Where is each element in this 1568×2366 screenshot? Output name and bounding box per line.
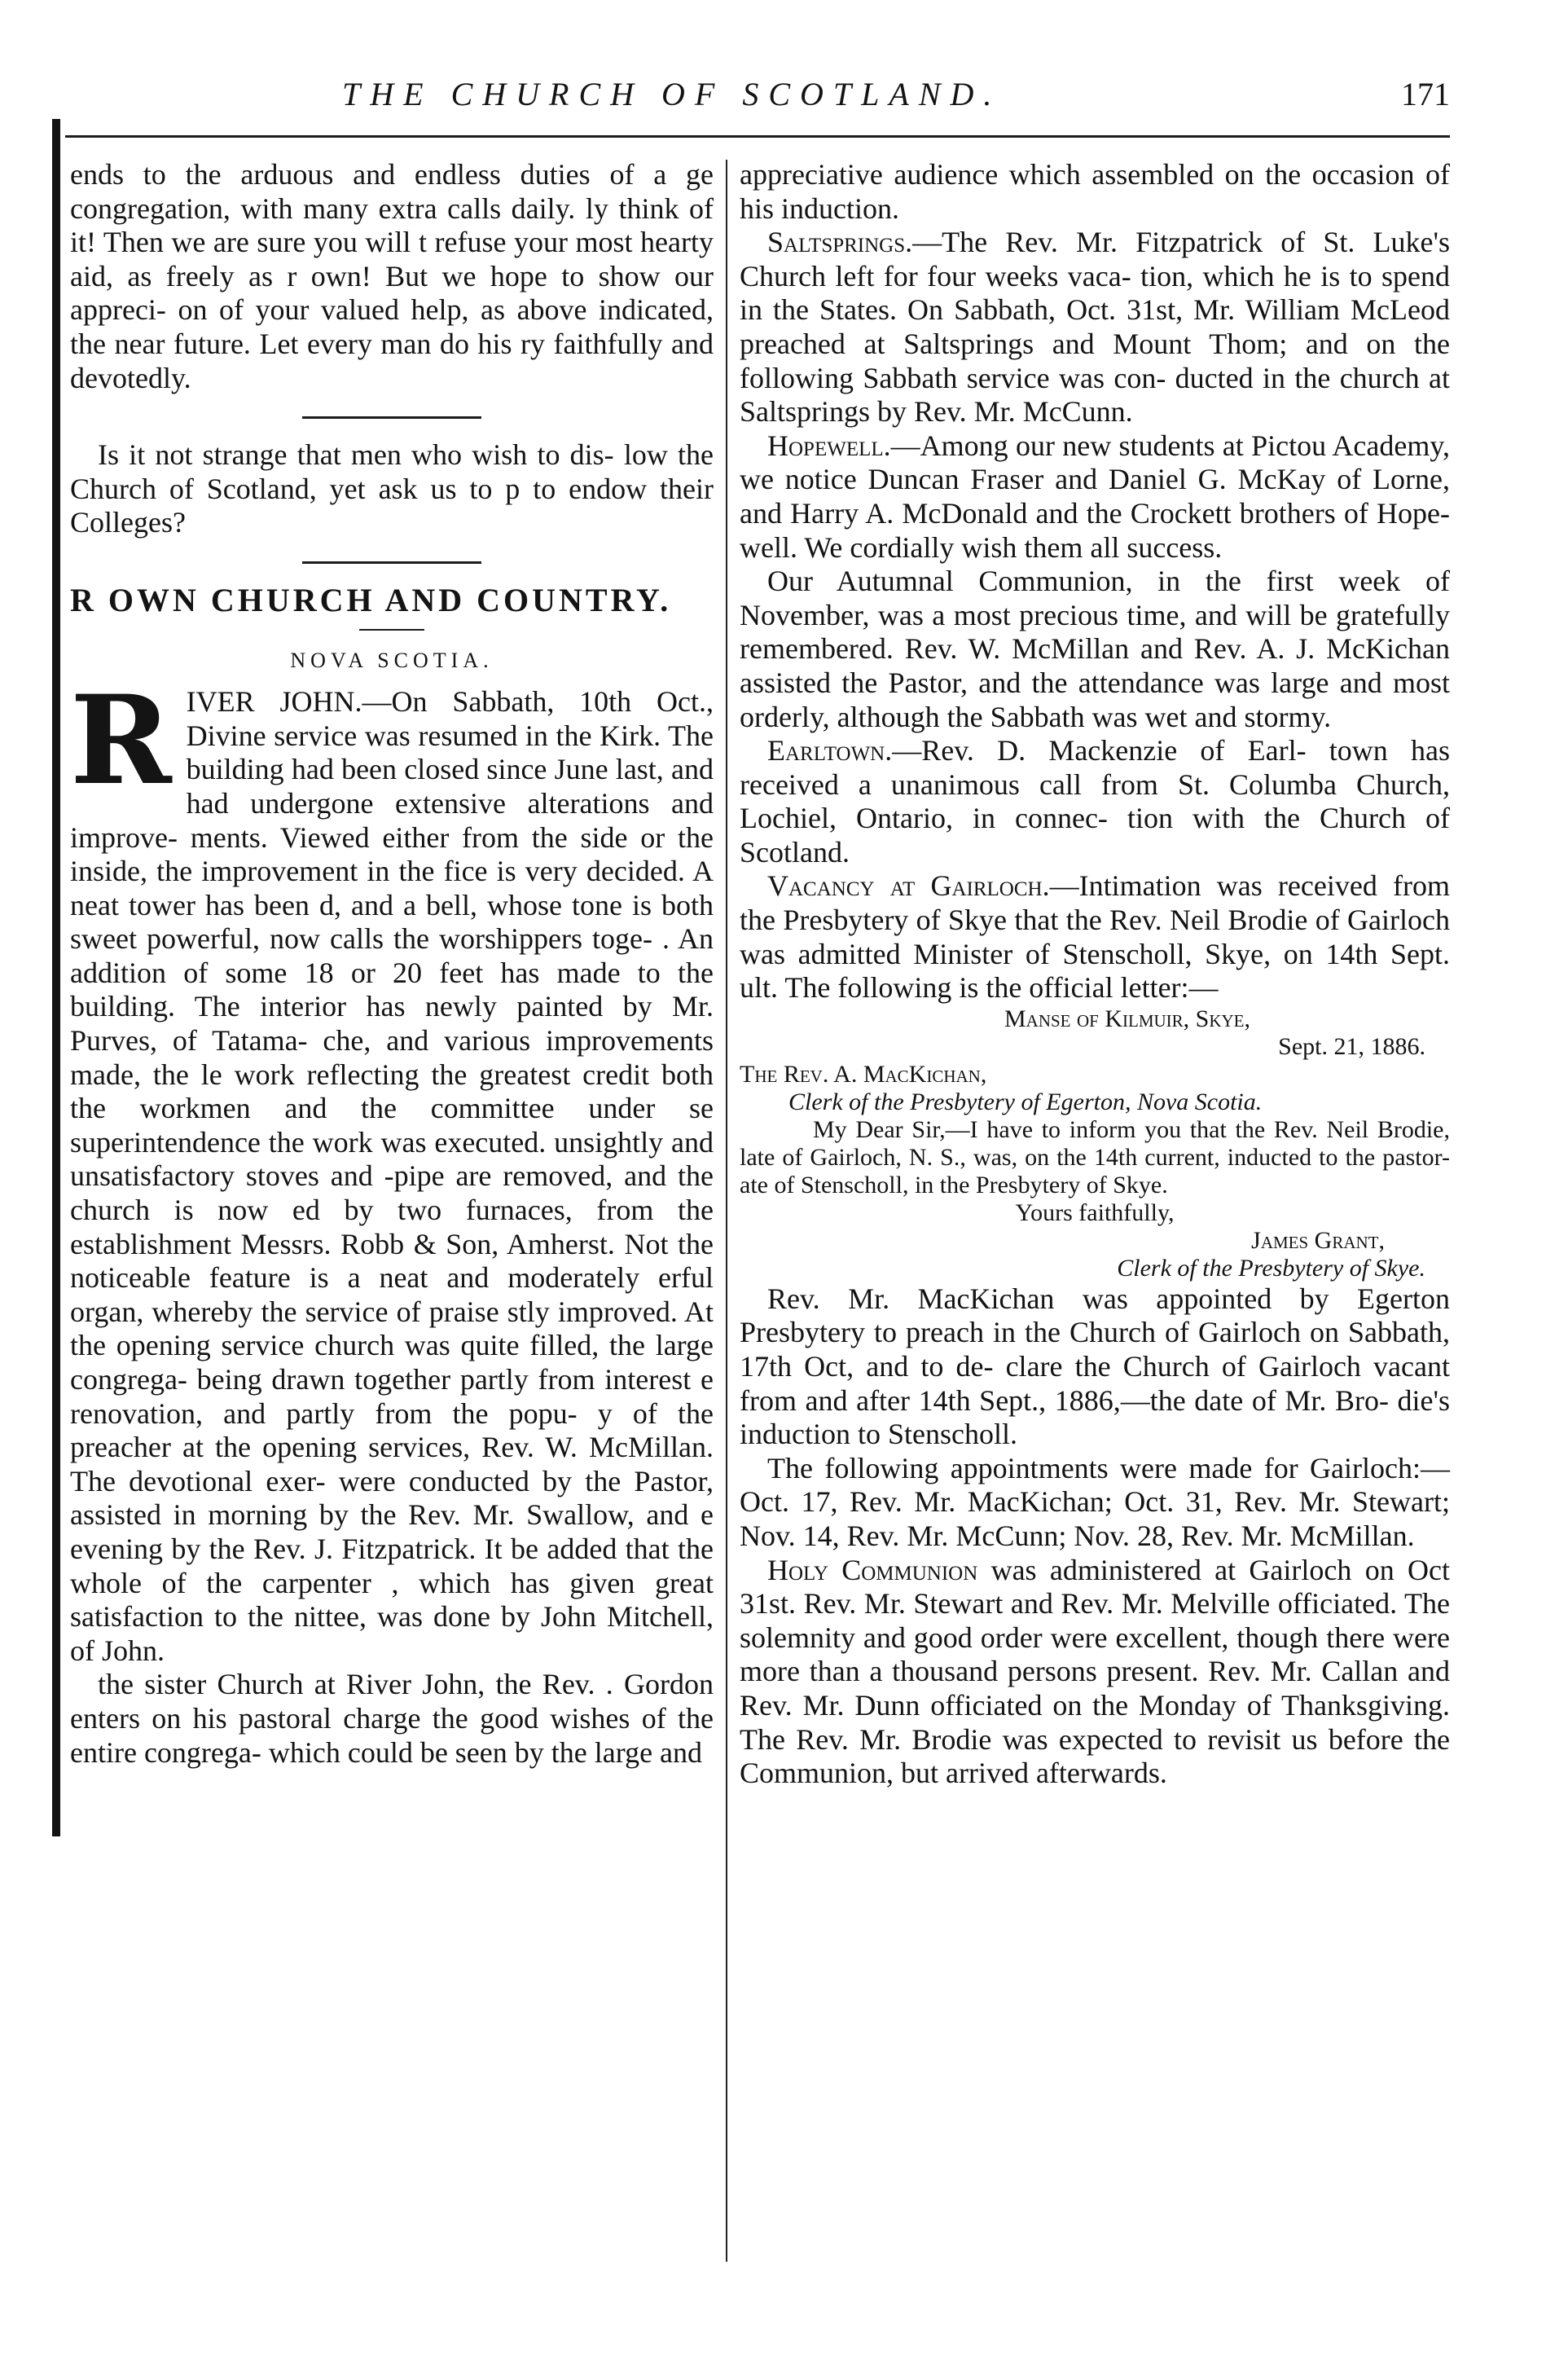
left-paragraph-1: ends to the arduous and endless duties of a ge congregation, with many extra calls daily. ly think of it! Then we are sure you will t refuse your most hearty aid, as freely as r own! But we hope to show our appreci- on of your valued help, as above indicated, the near future. Let every man do his ry faithfully and devotedly. — [70, 158, 714, 394]
lead-saltsprings: Saltsprings. — [767, 226, 913, 259]
page-header — [49, 75, 1450, 124]
lead-hopewell: Hopewell. — [767, 429, 891, 462]
right-paragraph-7: Rev. Mr. MacKichan was appointed by Egerton Presbytery to preach in the Church of Gairloch on Sabbath, 17th Oct, and to de- clare the Church of Gairloch vacant from and after 14th Sept., 1886,—the date of Mr. Bro- die's induction to Stenscholl. — [740, 1282, 1450, 1451]
running-title: THE CHURCH OF SCOTLAND. — [342, 76, 1002, 112]
letter-closing: Yours faithfully, — [1015, 1198, 1175, 1226]
drop-cap: R — [70, 669, 172, 813]
column-divider — [726, 160, 727, 2262]
section-heading: R OWN CHURCH AND COUNTRY. — [70, 581, 672, 618]
right-paragraph-3 — [740, 429, 1450, 565]
right-paragraph-9-text: was administered at Gairloch on Oct 31st. Rev. Mr. Stewart and Rev. Mr. Melville officiated. The solemnity and good order were excellent, though there were more than a thousand persons present. Rev. Mr. Callan and Rev. Mr. Dunn officiated on the Monday of Thanksgiving. The Rev. Mr. Brodie was expected to revisit us before the Communion, but arrived afterwards. — [740, 1553, 1450, 1790]
right-paragraph-5-text: —Rev. D. Mackenzie of Earl- town has received a unanimous call from St. Columba Church, Lochiel, Ontario, in connec- tion with the Church of Scotland. — [740, 734, 1450, 869]
right-paragraph-3-text: —Among our new students at Pictou Academy, we notice Duncan Fraser and Daniel G. McKay of Lorne, and Harry A. McDonald and the Crockett brothers of Hope- well. We cordially wish them all success. — [740, 429, 1450, 564]
right-paragraph-5 — [740, 734, 1450, 869]
lead-river-john: IVER JOHN. — [186, 685, 362, 719]
lead-vacancy: Vacancy at Gairloch. — [767, 869, 1050, 903]
lead-holy-communion: Holy Communion — [767, 1553, 978, 1586]
left-paragraph-4: the sister Church at River John, the Rev. . Gordon enters on his pastoral charge the good wishes of the entire congrega- which could be seen by the large and — [70, 1668, 714, 1769]
letter-addressee: The Rev. A. MacKichan, — [740, 1060, 987, 1088]
right-paragraph-4: Our Autumnal Communion, in the first week of November, was a most precious time, and will be gratefully remembered. Rev. W. McMillan and Rev. A. J. McKichan assisted the Pastor, and the attendance was large and most orderly, although the Sabbath was wet and stormy. — [740, 565, 1450, 733]
letter-body: My Dear Sir,—I have to inform you that the Rev. Neil Brodie, late of Gairloch, N. S., was, on the 14th current, inducted to the pastor- ate of Stenscholl, in the Presbytery of Skye. — [740, 1115, 1450, 1198]
right-paragraph-2 — [740, 226, 1450, 429]
left-paragraph-2: Is it not strange that men who wish to dis- low the Church of Scotland, yet ask us to p to endow their Colleges? — [70, 438, 714, 539]
official-letter — [740, 1005, 1450, 1282]
binding-edge-shadow — [52, 119, 60, 1836]
right-paragraph-9 — [740, 1554, 1450, 1791]
left-paragraph-3 — [70, 669, 714, 1668]
header-rule — [65, 135, 1450, 138]
section-rule — [359, 629, 424, 631]
right-paragraph-2-text: —The Rev. Mr. Fitzpatrick of St. Luke's Church left for four weeks vaca- tion, which he is to spend in the States. On Sabbath, Oct. 31st, Mr. William McLeod preached at Saltsprings and Mount Thom; and on the following Sabbath service was con- ducted in the church at Saltsprings by Rev. Mr. McCunn. — [740, 226, 1450, 429]
right-paragraph-8: The following appointments were made for Gairloch:—Oct. 17, Rev. Mr. MacKichan; Oct. 31, Rev. Mr. Stewart; Nov. 14, Rev. Mr. McCunn; Nov. 28, Rev. Mr. McMillan. — [740, 1451, 1450, 1552]
section-rule — [302, 416, 481, 419]
letter-signature: James Grant, — [1251, 1226, 1385, 1254]
letter-signature-title: Clerk of the Presbytery of Skye. — [1117, 1254, 1425, 1282]
right-paragraph-1: appreciative audience which assembled on the occasion of his induction. — [740, 158, 1450, 225]
right-column — [740, 158, 1450, 1791]
subheading-nova-scotia: NOVA SCOTIA. — [290, 648, 494, 672]
section-rule — [302, 561, 481, 564]
left-column — [70, 158, 714, 1770]
page-number: 171 — [1401, 76, 1450, 112]
letter-date: Sept. 21, 1886. — [1278, 1032, 1425, 1060]
right-paragraph-6 — [740, 869, 1450, 1005]
letter-addressee-title: Clerk of the Presbytery of Egerton, Nova Scotia. — [788, 1088, 1263, 1115]
left-paragraph-3-text: —On Sabbath, 10th Oct., Divine service was resumed in the Kirk. The building had been closed since June last, and had undergone extensive alterations and improve- ments. Viewed either from the side or the inside, the improvement in the fice is very decided. A neat tower has been d, and a bell, whose tone is both sweet powerful, now calls the worshippers toge- . An addition of some 18 or 20 feet has made to the building. The interior has newly painted by Mr. Purves, of Tatama- che, and various improvements made, the le work reflecting the greatest credit both the workmen and the committee under se superintendence the work was executed. unsightly and unsatisfactory stoves and -pipe are removed, and the church is now ed by two furnaces, from the establishment Messrs. Robb & Son, Amherst. Not the noticeable feature is a neat and moderately erful organ, whereby the service of praise stly improved. At the opening service church was quite filled, the large congrega- being drawn together partly from interest e renovation, and partly from the popu- y of the preacher at the opening services, Rev. W. McMillan. The devotional exer- were conducted by the Pastor, assisted in morning by the Rev. Mr. Swallow, and e evening by the Rev. J. Fitzpatrick. It be added that the whole of the carpenter , which has given great satisfaction to the nittee, was done by John Mitchell, of John. — [70, 685, 714, 1667]
right-paragraph-6-text: —Intimation was received from the Presbytery of Skye that the Rev. Neil Brodie of Gairloch was admitted Minister of Stenscholl, Skye, on 14th Sept. ult. The following is the official letter:— — [740, 869, 1450, 1005]
letter-place: Manse of Kilmuir, Skye, — [1004, 1005, 1251, 1032]
lead-earltown: Earltown. — [767, 734, 893, 767]
